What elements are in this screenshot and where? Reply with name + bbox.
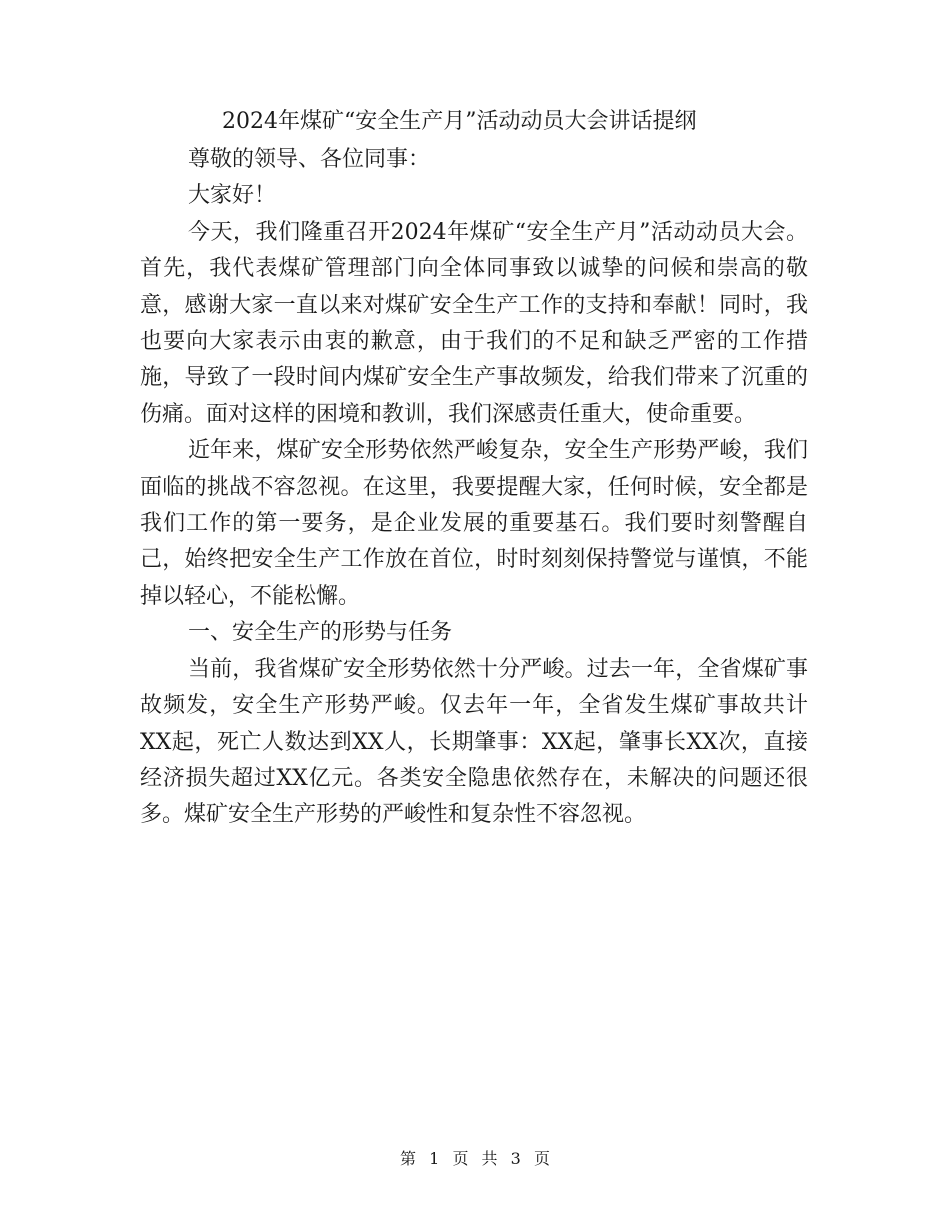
footer-mid: 页	[452, 1149, 469, 1168]
footer-total-prefix: 共	[481, 1149, 498, 1168]
footer-suffix: 页	[533, 1149, 550, 1168]
footer-prefix: 第	[400, 1149, 417, 1168]
opening-paragraph: 今天，我们隆重召开2024年煤矿“安全生产月”活动动员大会。首先，我代表煤矿管理部门向全体同事致以诚挚的问候和崇高的敬意，感谢大家一直以来对煤矿安全生产工作的支持和奉献！同时，我也要向大家表示由衷的歉意，由于我们的不足和缺乏严密的工作措施，导致了一段时间内煤矿安全生产事故频发，给我们带来了沉重的伤痛。面对这样的困境和教训，我们深感责任重大，使命重要。	[140, 219, 808, 427]
situation-paragraph: 近年来，煤矿安全形势依然严峻复杂，安全生产形势严峻，我们面临的挑战不容忽视。在这里，我要提醒大家，任何时候，安全都是我们工作的第一要务，是企业发展的重要基石。我们要时刻警醒自己，始终把安全生产工作放在首位，时时刻刻保持警觉与谨慎，不能掉以轻心，不能松懈。	[140, 438, 808, 609]
section-paragraph: 当前，我省煤矿安全形势依然十分严峻。过去一年，全省煤矿事故频发，安全生产形势严峻。仅去年一年，全省发生煤矿事故共计XX起，死亡人数达到XX人，长期肇事：XX起，肇事长XX次，直接经济损失超过XX亿元。各类安全隐患依然存在，未解决的问题还很多。煤矿安全生产形势的严峻性和复杂性不容忽视。	[140, 656, 808, 828]
greeting: 大家好！	[188, 183, 277, 209]
total-pages: 3	[510, 1149, 521, 1168]
section-heading: 一、安全生产的形势与任务	[188, 620, 453, 646]
page-number: 1	[429, 1149, 440, 1168]
document-title: 2024年煤矿“安全生产月”活动动员大会讲话提纲	[222, 109, 697, 134]
salutation: 尊敬的领导、各位同事：	[188, 147, 431, 172]
document-body	[140, 102, 808, 834]
page-footer	[0, 1147, 950, 1171]
